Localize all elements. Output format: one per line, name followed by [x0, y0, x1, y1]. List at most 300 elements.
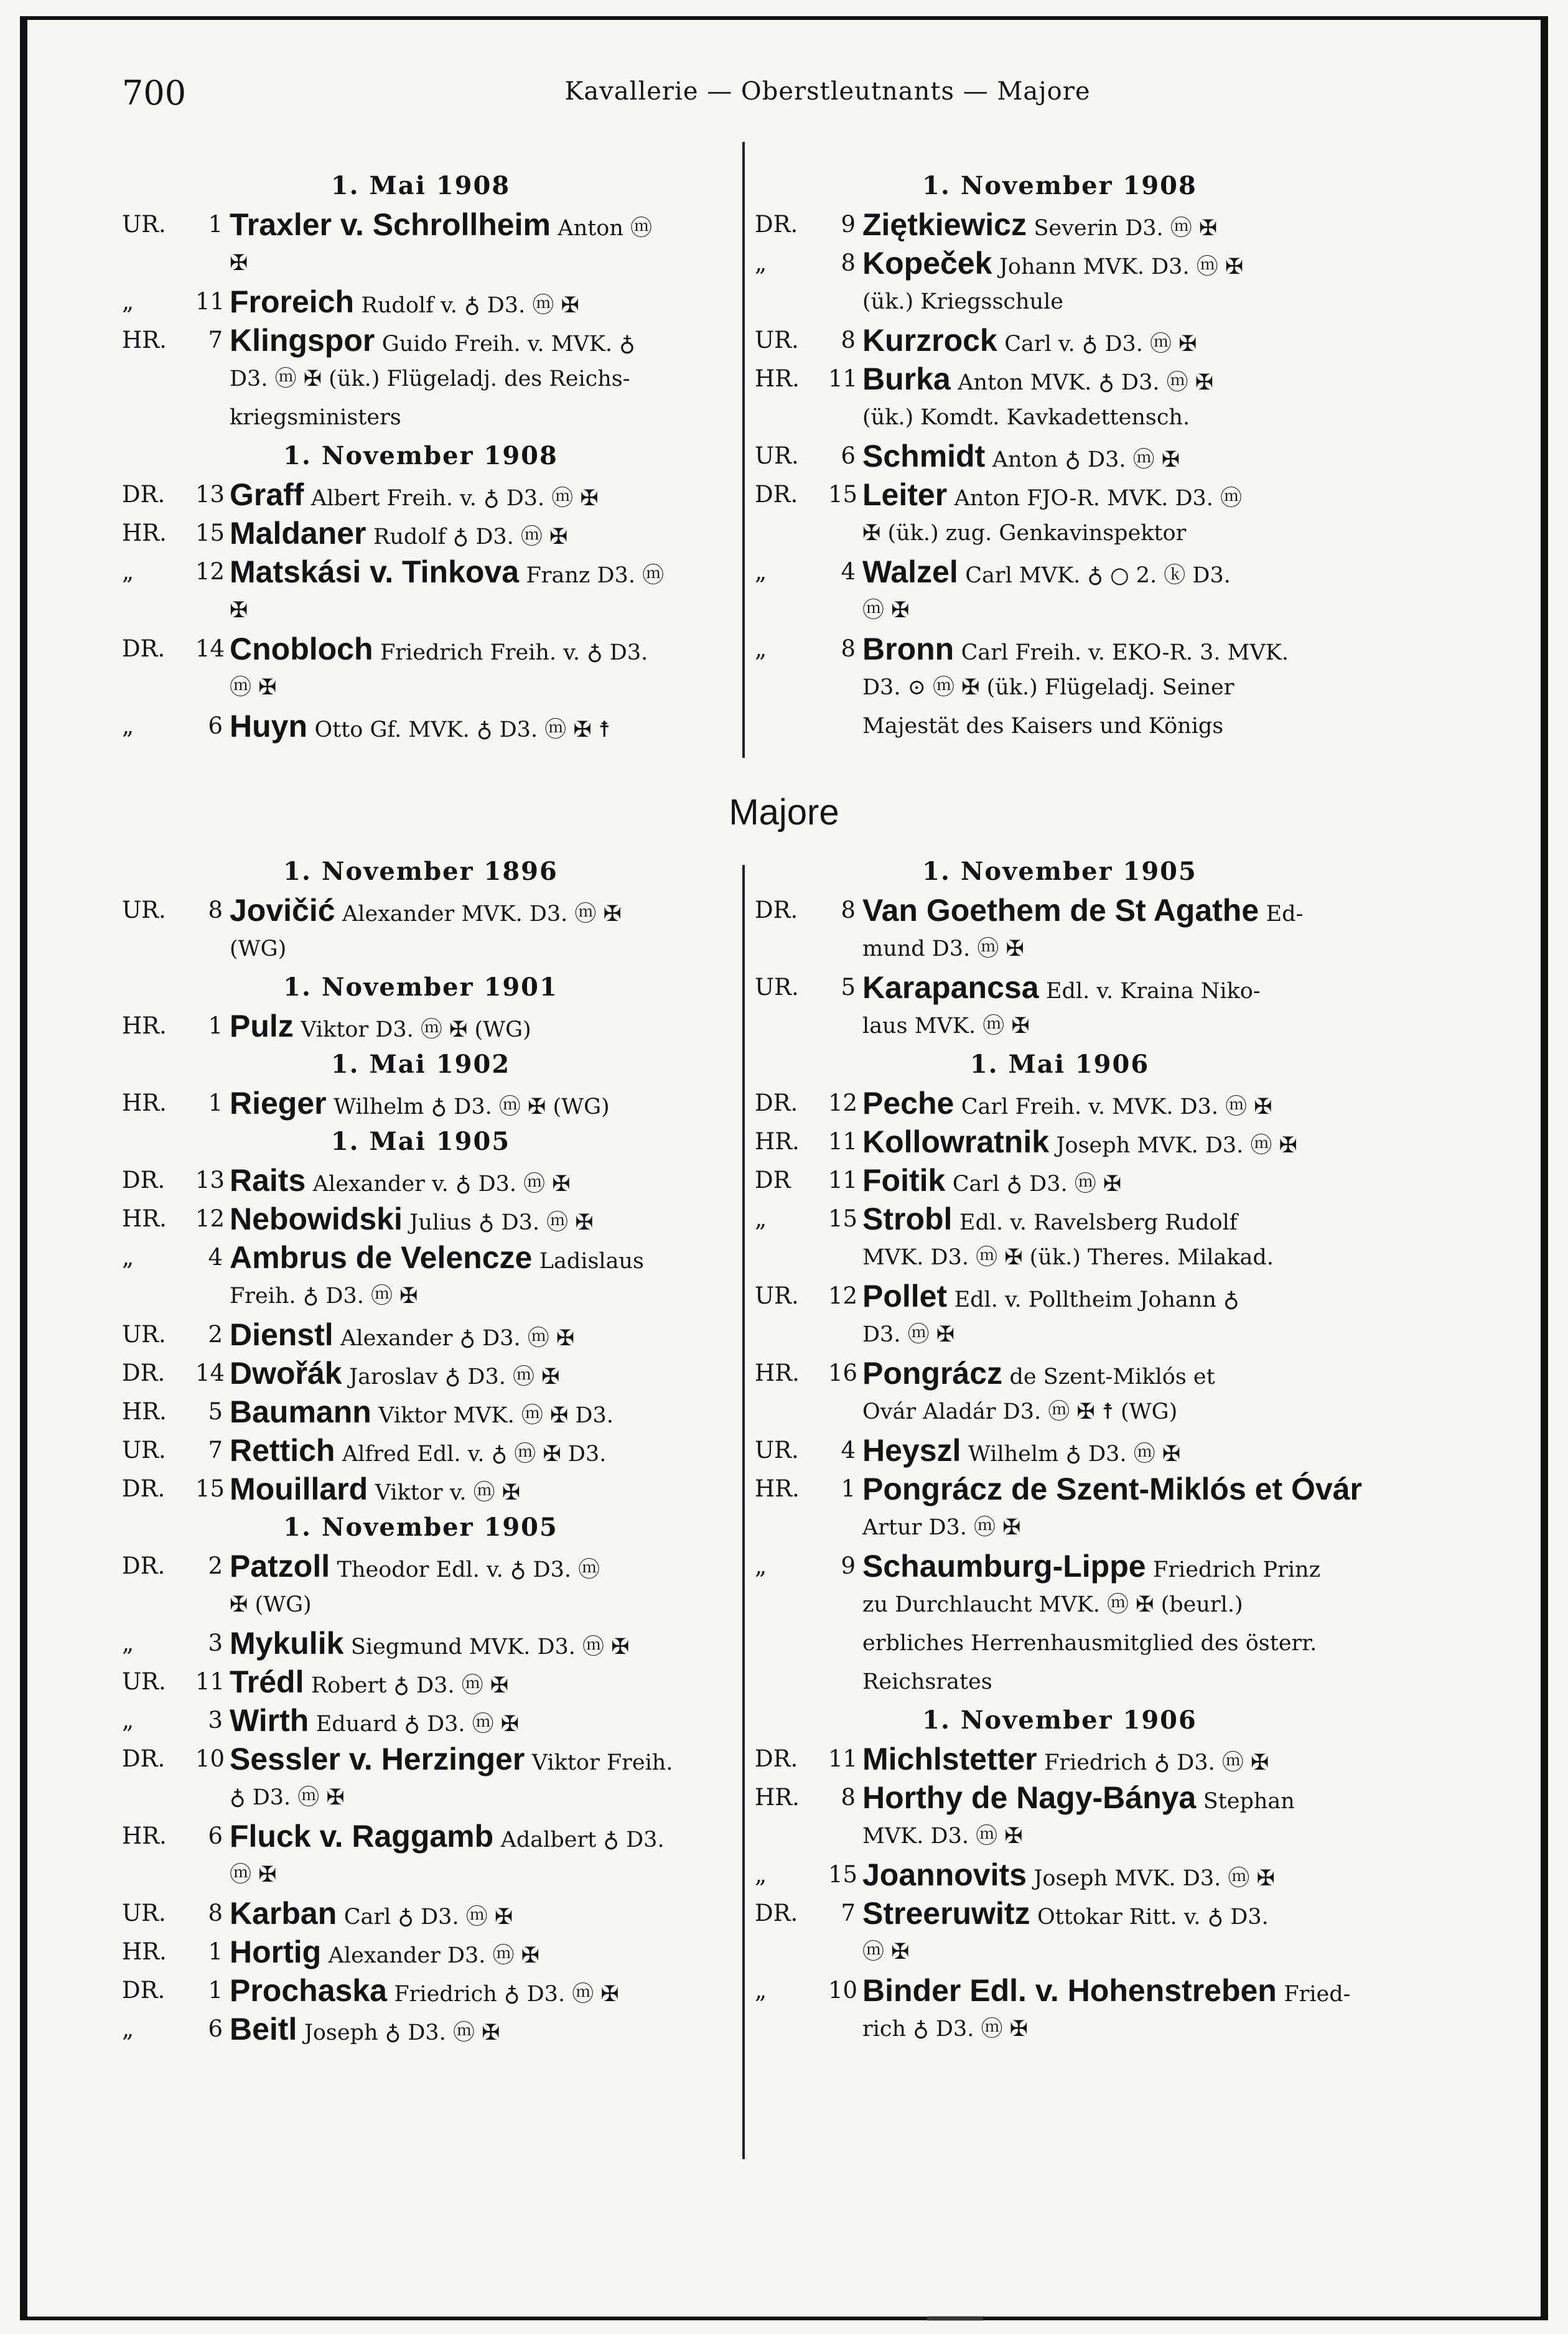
- officer-name: Peche: [862, 1086, 954, 1121]
- officer-entry: [755, 1894, 1365, 1971]
- regiment-number: 2: [208, 1321, 223, 1348]
- entry-line: [862, 630, 1365, 668]
- entry-line: [862, 668, 1365, 707]
- regiment-tag: DR.: [755, 1745, 798, 1772]
- officer-detail: zu Durchlaucht MVK. ⓜ ✠ (beurl.): [862, 1592, 1243, 1617]
- regiment-tag: DR.: [755, 481, 798, 508]
- regiment-number: 8: [841, 897, 856, 923]
- officer-name: Joannovits: [862, 1857, 1027, 1892]
- officer-name: Maldaner: [230, 516, 366, 551]
- regiment-tag: UR.: [755, 974, 799, 1001]
- entry-line: [862, 1084, 1365, 1123]
- entry-line: [862, 1393, 1365, 1431]
- entry-line: [862, 1007, 1365, 1045]
- regiment-tag: DR.: [122, 1167, 166, 1193]
- regiment-tag: „: [122, 288, 134, 315]
- regiment-tag: HR.: [122, 1090, 167, 1116]
- regiment-number: 11: [828, 1128, 858, 1155]
- entry-line: [862, 591, 1365, 630]
- section-heading-majore: [0, 791, 1568, 833]
- officer-detail: Joseph ♁ D3. ⓜ ✠: [304, 2020, 500, 2045]
- officer-detail: Viktor Freih.: [531, 1750, 673, 1775]
- officer-detail: Freih. ♁ D3. ⓜ ✠: [230, 1284, 418, 1309]
- officer-detail: Friedrich Freih. v. ♁ D3.: [380, 640, 648, 665]
- regiment-number: 8: [841, 250, 856, 276]
- officer-detail: kriegsministers: [230, 405, 401, 430]
- officer-detail: ✠ (ük.) zug. Genkavinspektor: [862, 521, 1187, 546]
- officer-entry: [755, 1547, 1365, 1701]
- officer-entry: [755, 553, 1365, 630]
- officer-entry: [755, 1084, 1365, 1123]
- officer-name: Pulz: [230, 1009, 294, 1043]
- entry-line: [230, 707, 719, 745]
- officer-entry: [122, 1431, 719, 1470]
- officer-detail: Viktor D3. ⓜ ✠ (WG): [301, 1017, 531, 1042]
- officer-name: Dwořák: [230, 1356, 342, 1391]
- regiment-tag: DR.: [755, 1090, 798, 1116]
- officer-name: Huyn: [230, 709, 307, 744]
- officer-entry: [755, 1200, 1365, 1277]
- officer-detail: Joseph MVK. D3. ⓜ ✠: [1034, 1866, 1275, 1891]
- officer-name: Trédl: [230, 1664, 304, 1699]
- officer-detail: Theodor Edl. v. ♁ D3. ⓜ: [337, 1557, 600, 1582]
- officer-entry: [122, 1354, 719, 1393]
- officer-entry: [755, 1161, 1365, 1200]
- regiment-number: 13: [195, 481, 225, 508]
- regiment-tag: „: [755, 1552, 767, 1579]
- regiment-number: 8: [841, 327, 856, 353]
- officer-detail: Anton FJO-R. MVK. D3. ⓜ: [954, 486, 1243, 511]
- officer-detail: Wilhelm ♁ D3. ⓜ ✠ (WG): [334, 1095, 610, 1119]
- entry-line: [230, 668, 719, 707]
- regiment-tag: DR.: [122, 1360, 166, 1386]
- entry-line: [862, 1778, 1365, 1817]
- officer-name: Kurzrock: [862, 323, 997, 358]
- entry-line: [230, 514, 719, 553]
- officer-detail: Guido Freih. v. MVK. ♁: [381, 332, 635, 357]
- regiment-tag: „: [122, 1244, 134, 1271]
- entry-line: [862, 398, 1365, 437]
- regiment-number: 15: [828, 1861, 858, 1888]
- entry-line: [230, 1701, 719, 1740]
- officer-detail: Severin D3. ⓜ ✠: [1034, 216, 1218, 241]
- officer-detail: ⓜ ✠: [862, 1940, 910, 1964]
- regiment-tag: DR: [755, 1167, 791, 1193]
- officer-name: Foitik: [862, 1163, 946, 1198]
- officer-detail: Edl. v. Kraina Niko-: [1045, 979, 1261, 1004]
- officer-detail: Edl. v. Ravelsberg Rudolf: [959, 1210, 1238, 1235]
- entry-line: [230, 1663, 719, 1701]
- regiment-number: 14: [195, 635, 225, 662]
- entry-line: [862, 930, 1365, 968]
- officer-name: Kopeček: [862, 246, 992, 281]
- officer-name: Dienstl: [230, 1317, 334, 1352]
- officer-name: Strobl: [862, 1202, 953, 1236]
- entry-line: [862, 1663, 1365, 1701]
- regiment-tag: UR.: [122, 1900, 166, 1926]
- officer-detail: (ük.) Komdt. Kavkadettensch.: [862, 405, 1190, 430]
- date-heading: 1. Mai 1905: [330, 1127, 511, 1156]
- officer-detail: MVK. D3. ⓜ ✠ (ük.) Theres. Milakad.: [862, 1245, 1274, 1270]
- regiment-number: 15: [828, 1205, 858, 1232]
- officer-name: Binder Edl. v. Hohenstreben: [862, 1973, 1277, 2008]
- officer-detail: Anton MVK. ♁ D3. ⓜ ✠: [958, 370, 1214, 395]
- officer-entry: [122, 1971, 719, 2010]
- regiment-number: 16: [828, 1360, 858, 1386]
- regiment-tag: HR.: [122, 1398, 167, 1425]
- regiment-tag: DR.: [122, 1475, 166, 1502]
- officer-detail: (WG): [230, 936, 287, 961]
- officer-detail: Anton ♁ D3. ⓜ ✠: [992, 447, 1180, 472]
- regiment-tag: UR.: [122, 211, 166, 238]
- entry-line: [230, 1393, 719, 1431]
- regiment-tag: HR.: [122, 1938, 167, 1965]
- regiment-tag: UR.: [122, 897, 166, 923]
- regiment-number: 2: [208, 1552, 223, 1579]
- officer-name: Karban: [230, 1896, 337, 1931]
- entry-line: [862, 1933, 1365, 1971]
- officer-detail: erbliches Herrenhausmitglied des österr.: [862, 1631, 1317, 1656]
- regiment-number: 1: [208, 1938, 223, 1965]
- officer-detail: Eduard ♁ D3. ⓜ ✠: [315, 1712, 520, 1737]
- date-heading: 1. November 1901: [283, 973, 558, 1002]
- officer-detail: Edl. v. Polltheim Johann ♁: [954, 1287, 1239, 1312]
- entry-line: [230, 282, 719, 321]
- officer-detail: MVK. D3. ⓜ ✠: [862, 1824, 1023, 1849]
- entry-line: [230, 2010, 719, 2048]
- officer-detail: Viktor MVK. ⓜ ✠ D3.: [378, 1403, 614, 1428]
- date-heading: 1. November 1905: [922, 857, 1197, 886]
- officer-name: Mykulik: [230, 1626, 344, 1661]
- officer-detail: (ük.) Kriegsschule: [862, 289, 1064, 314]
- regiment-number: 10: [828, 1977, 858, 2004]
- entry-line: [230, 591, 719, 630]
- officer-entry: [122, 1933, 719, 1971]
- regiment-tag: UR.: [122, 1668, 166, 1695]
- officer-detail: Rudolf v. ♁ D3. ⓜ ✠: [361, 293, 579, 318]
- entry-line: [862, 282, 1365, 321]
- regiment-tag: DR.: [122, 1552, 166, 1579]
- regiment-tag: „: [122, 558, 134, 585]
- regiment-number: 7: [208, 327, 223, 353]
- officer-entry: [755, 321, 1365, 360]
- officer-name: Baumann: [230, 1394, 371, 1429]
- regiment-tag: HR.: [122, 1012, 167, 1039]
- officer-name: Kollowratnik: [862, 1124, 1050, 1159]
- officer-detail: Ottokar Ritt. v. ♁ D3.: [1037, 1905, 1269, 1930]
- officer-name: Ziętkiewicz: [862, 207, 1027, 242]
- regiment-tag: DR.: [755, 1900, 798, 1926]
- officer-detail: Alexander D3. ⓜ ✠: [328, 1943, 539, 1968]
- officer-name: Pongrácz: [862, 1356, 1003, 1391]
- entry-line: [230, 398, 719, 437]
- officer-detail: Carl Freih. v. EKO-R. 3. MVK.: [961, 640, 1289, 665]
- entry-line: [862, 1585, 1365, 1624]
- column-rule-bottom: [742, 865, 745, 2159]
- entry-line: [230, 553, 719, 591]
- regiment-tag: DR.: [755, 211, 798, 238]
- regiment-number: 1: [841, 1475, 856, 1502]
- officer-detail: Carl v. ♁ D3. ⓜ ✠: [1004, 332, 1197, 357]
- regiment-number: 11: [828, 365, 858, 392]
- officer-entry: [122, 1238, 719, 1315]
- officer-entry: [122, 1161, 719, 1200]
- officer-entry: [122, 553, 719, 630]
- entry-line: [862, 891, 1365, 930]
- entry-line: [230, 1161, 719, 1200]
- officer-name: Van Goethem de St Agathe: [862, 893, 1259, 928]
- officer-detail: Stephan: [1203, 1789, 1295, 1814]
- regiment-tag: DR.: [122, 481, 166, 508]
- regiment-number: 8: [208, 1900, 223, 1926]
- officer-entry: [755, 630, 1365, 745]
- regiment-tag: HR.: [755, 365, 800, 392]
- regiment-tag: UR.: [122, 1321, 166, 1348]
- regiment-tag: DR.: [755, 897, 798, 923]
- regiment-number: 8: [841, 1784, 856, 1811]
- officer-name: Rieger: [230, 1086, 327, 1121]
- entry-line: [230, 360, 719, 398]
- entry-line: [230, 321, 719, 360]
- right-column-bottom: [755, 852, 1365, 2048]
- officer-detail: Friedrich ♁ D3. ⓜ ✠: [1044, 1750, 1269, 1775]
- officer-detail: de Szent-Miklós et: [1009, 1365, 1215, 1389]
- entry-line: [230, 1547, 719, 1585]
- officer-name: Karapancsa: [862, 970, 1039, 1005]
- regiment-number: 12: [828, 1282, 858, 1309]
- officer-detail: ⓜ ✠: [230, 675, 277, 700]
- officer-name: Pollet: [862, 1279, 948, 1314]
- officer-name: Mouillard: [230, 1472, 368, 1506]
- officer-entry: [122, 1701, 719, 1740]
- entry-line: [862, 244, 1365, 282]
- officer-detail: Anton ⓜ: [558, 216, 653, 241]
- regiment-tag: UR.: [755, 1437, 799, 1463]
- regiment-number: 15: [195, 1475, 225, 1502]
- officer-detail: Majestät des Kaisers und Königs: [862, 714, 1224, 739]
- officer-entry: [755, 1277, 1365, 1354]
- officer-detail: D3. ⓜ ✠ (ük.) Flügeladj. des Reichs-: [230, 366, 630, 391]
- regiment-number: 15: [195, 520, 225, 546]
- officer-entry: [122, 1393, 719, 1431]
- officer-entry: [755, 244, 1365, 321]
- regiment-tag: HR.: [755, 1475, 800, 1502]
- entry-line: [230, 1200, 719, 1238]
- entry-line: [862, 1161, 1365, 1200]
- entry-line: [862, 1894, 1365, 1933]
- officer-detail: rich ♁ D3. ⓜ ✠: [862, 2017, 1028, 2042]
- entry-line: [230, 1084, 719, 1123]
- regiment-number: 4: [208, 1244, 223, 1271]
- regiment-number: 6: [208, 1823, 223, 1849]
- entry-line: [230, 475, 719, 514]
- officer-name: Klingspor: [230, 323, 375, 358]
- officer-name: Graff: [230, 477, 304, 512]
- officer-detail: Carl MVK. ♁ ○ 2. ⓚ D3.: [965, 563, 1231, 588]
- officer-entry: [122, 1817, 719, 1894]
- regiment-number: 11: [828, 1167, 858, 1193]
- officer-detail: Carl Freih. v. MVK. D3. ⓜ ✠: [961, 1095, 1272, 1119]
- officer-entry: [122, 1200, 719, 1238]
- regiment-number: 7: [208, 1437, 223, 1463]
- officer-detail: Viktor v. ⓜ ✠: [375, 1480, 521, 1505]
- officer-detail: D3. ⊙ ⓜ ✠ (ük.) Flügeladj. Seiner: [862, 675, 1234, 700]
- entry-line: [230, 1971, 719, 2010]
- officer-name: Pongrácz de Szent-Miklós et Óvár: [862, 1472, 1362, 1506]
- officer-name: Froreich: [230, 284, 355, 319]
- officer-detail: Ladislaus: [539, 1249, 644, 1274]
- officer-name: Beitl: [230, 2012, 297, 2047]
- regiment-tag: „: [122, 712, 134, 739]
- entry-line: [230, 1431, 719, 1470]
- officer-name: Ambrus de Velencze: [230, 1240, 533, 1275]
- officer-entry: [122, 1663, 719, 1701]
- regiment-number: 11: [195, 288, 225, 315]
- officer-entry: [122, 1547, 719, 1624]
- entry-line: [862, 2010, 1365, 2048]
- right-column-top: [755, 167, 1365, 745]
- officer-entry: [755, 205, 1365, 244]
- regiment-tag: HR.: [755, 1360, 800, 1386]
- date-heading: 1. Mai 1908: [330, 171, 511, 200]
- officer-name: Matskási v. Tinkova: [230, 554, 520, 589]
- officer-name: Nebowidski: [230, 1202, 403, 1236]
- regiment-number: 8: [208, 897, 223, 923]
- regiment-number: 11: [195, 1668, 225, 1695]
- officer-entry: [122, 630, 719, 707]
- officer-detail: Fried-: [1284, 1982, 1351, 2007]
- officer-entry: [122, 1470, 719, 1508]
- regiment-number: 8: [841, 635, 856, 662]
- entry-line: [862, 1547, 1365, 1585]
- officer-entry: [755, 1431, 1365, 1470]
- officer-detail: Ed-: [1266, 902, 1304, 927]
- officer-detail: Friedrich ♁ D3. ⓜ ✠: [394, 1982, 619, 2007]
- officer-entry: [122, 1624, 719, 1663]
- regiment-number: 9: [841, 211, 856, 238]
- officer-detail: Carl ♁ D3. ⓜ ✠: [343, 1905, 513, 1930]
- officer-entry: [755, 1470, 1365, 1547]
- regiment-tag: „: [755, 635, 767, 662]
- officer-detail: Rudolf ♁ D3. ⓜ ✠: [373, 525, 568, 549]
- regiment-number: 6: [841, 442, 856, 469]
- officer-entry: [122, 282, 719, 321]
- entry-line: [230, 930, 719, 968]
- officer-entry: [755, 1740, 1365, 1778]
- officer-detail: ♁ D3. ⓜ ✠: [230, 1785, 345, 1810]
- entry-line: [862, 1200, 1365, 1238]
- officer-name: Leiter: [862, 477, 948, 512]
- officer-detail: Carl ♁ D3. ⓜ ✠: [952, 1172, 1122, 1197]
- officer-name: Streeruwitz: [862, 1896, 1030, 1931]
- page-number: 700: [122, 73, 187, 113]
- officer-entry: [755, 437, 1365, 475]
- officer-name: Jovičić: [230, 893, 335, 928]
- regiment-number: 15: [828, 481, 858, 508]
- date-heading: 1. November 1906: [922, 1706, 1197, 1735]
- officer-detail: Reichsrates: [862, 1669, 992, 1694]
- regiment-tag: HR.: [122, 1205, 167, 1232]
- regiment-tag: HR.: [122, 520, 167, 546]
- officer-entry: [122, 1740, 719, 1817]
- entry-line: [230, 891, 719, 930]
- regiment-number: 1: [208, 1012, 223, 1039]
- entry-line: [230, 1470, 719, 1508]
- regiment-number: 13: [195, 1167, 225, 1193]
- entry-line: [862, 1470, 1365, 1508]
- regiment-tag: „: [755, 1861, 767, 1888]
- regiment-number: 9: [841, 1552, 856, 1579]
- officer-entry: [755, 1971, 1365, 2048]
- regiment-tag: DR.: [122, 635, 166, 662]
- regiment-number: 5: [841, 974, 856, 1001]
- entry-line: [862, 1315, 1365, 1354]
- officer-detail: mund D3. ⓜ ✠: [862, 936, 1024, 961]
- officer-entry: [122, 891, 719, 968]
- entry-line: [862, 475, 1365, 514]
- entry-line: [862, 707, 1365, 745]
- entry-line: [230, 1933, 719, 1971]
- date-heading: 1. Mai 1902: [330, 1050, 511, 1079]
- officer-detail: Friedrich Prinz: [1153, 1557, 1321, 1582]
- date-heading: 1. November 1908: [922, 171, 1197, 200]
- regiment-tag: UR.: [755, 1282, 799, 1309]
- entry-line: [862, 1354, 1365, 1393]
- entry-line: [230, 1778, 719, 1817]
- regiment-tag: UR.: [755, 442, 799, 469]
- left-column-top: [122, 167, 719, 745]
- officer-detail: laus MVK. ⓜ ✠: [862, 1014, 1030, 1039]
- regiment-number: 12: [195, 1205, 225, 1232]
- regiment-number: 1: [208, 211, 223, 238]
- regiment-tag: „: [755, 558, 767, 585]
- regiment-number: 11: [828, 1745, 858, 1772]
- entry-line: [230, 244, 719, 282]
- officer-entry: [122, 1894, 719, 1933]
- officer-detail: Franz D3. ⓜ: [526, 563, 665, 588]
- entry-line: [862, 968, 1365, 1007]
- date-heading: 1. November 1896: [283, 857, 558, 886]
- print-smudge: [927, 2316, 983, 2321]
- entry-line: [230, 1238, 719, 1277]
- entry-line: [230, 1277, 719, 1315]
- date-heading: 1. November 1908: [283, 441, 558, 470]
- officer-name: Burka: [862, 362, 951, 396]
- officer-detail: Alexander MVK. D3. ⓜ ✠: [342, 902, 622, 927]
- officer-name: Schmidt: [862, 439, 986, 474]
- officer-name: Michlstetter: [862, 1742, 1037, 1776]
- entry-line: [862, 1624, 1365, 1663]
- officer-name: Rettich: [230, 1433, 335, 1468]
- officer-detail: Wilhelm ♁ D3. ⓜ ✠: [968, 1442, 1181, 1467]
- officer-detail: ✠: [230, 251, 248, 276]
- entry-line: [230, 1894, 719, 1933]
- entry-line: [862, 1971, 1365, 2010]
- entry-line: [862, 1817, 1365, 1856]
- officer-detail: Alexander v. ♁ D3. ⓜ ✠: [312, 1172, 571, 1197]
- regiment-tag: DR.: [122, 1977, 166, 2004]
- officer-name: Prochaska: [230, 1973, 387, 2008]
- officer-name: Hortig: [230, 1935, 322, 1969]
- entry-line: [230, 1817, 719, 1856]
- officer-detail: ✠ (WG): [230, 1592, 312, 1617]
- date-heading: 1. November 1905: [283, 1513, 558, 1542]
- entry-line: [862, 1277, 1365, 1315]
- officer-entry: [122, 1315, 719, 1354]
- officer-detail: ✠: [230, 598, 248, 623]
- entry-line: [230, 205, 719, 244]
- entry-line: [230, 630, 719, 668]
